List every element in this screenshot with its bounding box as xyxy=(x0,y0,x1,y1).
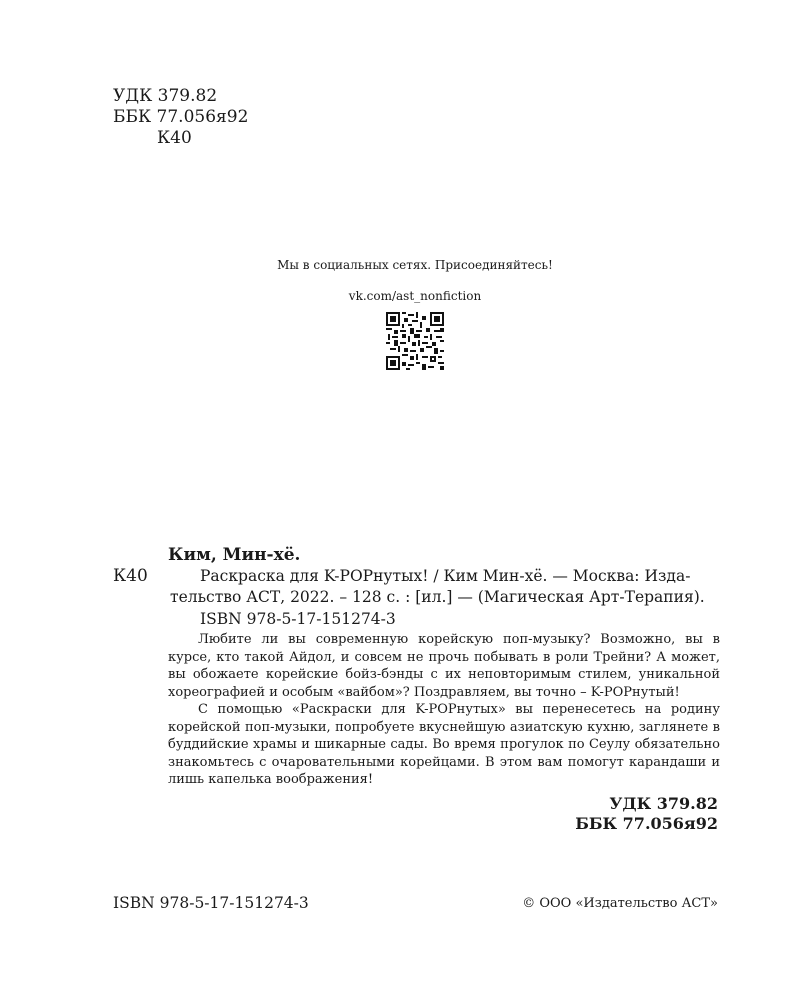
copyright-notice: © ООО «Издательство АСТ» xyxy=(522,896,718,911)
abstract-paragraph-2: С помощью «Раскраски для K-POPнутых» вы перенесетесь на родину корейской поп-музыки, попробуете вкуснейшую азиатскую кухню, заглянете в буддийские храмы и шикарные сады. Во время прогулок по Сеулу обязательно знакомьтесь с очаровательными корейцами. В этом вам помогут карандаши и лишь капелька воображения! xyxy=(168,702,720,787)
udk-code: УДК 379.82 xyxy=(113,86,218,106)
abstract-paragraph-1: Любите ли вы современную корейскую поп-музыку? Возможно, вы в курсе, кто такой Айдол, и совсем не прочь побывать в роли Трейни? А может, вы обожаете корейские бойз-бэнды с их неповторимым стилем, уникальной хореографией и особым «вайбом»? Поздравляем, вы точно – K-POPнутый! xyxy=(168,632,720,700)
bbk-code: ББК 77.056я92 xyxy=(113,107,249,127)
bbk-code-bottom: ББК 77.056я92 xyxy=(575,814,718,833)
author-name: Ким, Мин-хё. xyxy=(168,545,301,565)
classification-codes-bottom xyxy=(500,794,718,834)
bibliographic-description xyxy=(170,566,720,608)
author-mark: К40 xyxy=(157,128,192,148)
classification-codes xyxy=(113,86,248,149)
udk-code-bottom: УДК 379.82 xyxy=(609,794,718,813)
bib-line-2: тельство АСТ, 2022. – 128 с. : [ил.] — (Магическая Арт-Терапия). xyxy=(170,588,705,606)
abstract xyxy=(168,631,720,789)
social-link[interactable]: vk.com/ast_nonfiction xyxy=(348,289,482,303)
isbn-record: ISBN 978-5-17-151274-3 xyxy=(200,610,396,628)
isbn-footer: ISBN 978-5-17-151274-3 xyxy=(113,894,309,912)
qr-code-icon[interactable] xyxy=(386,312,444,370)
author-mark-side: К40 xyxy=(113,566,148,586)
bib-line-1: Раскраска для K-POPнутых! / Ким Мин-хё. — Москва: Изда- xyxy=(200,567,691,585)
social-invite-text: Мы в социальных сетях. Присоединяйтесь! xyxy=(277,258,553,272)
